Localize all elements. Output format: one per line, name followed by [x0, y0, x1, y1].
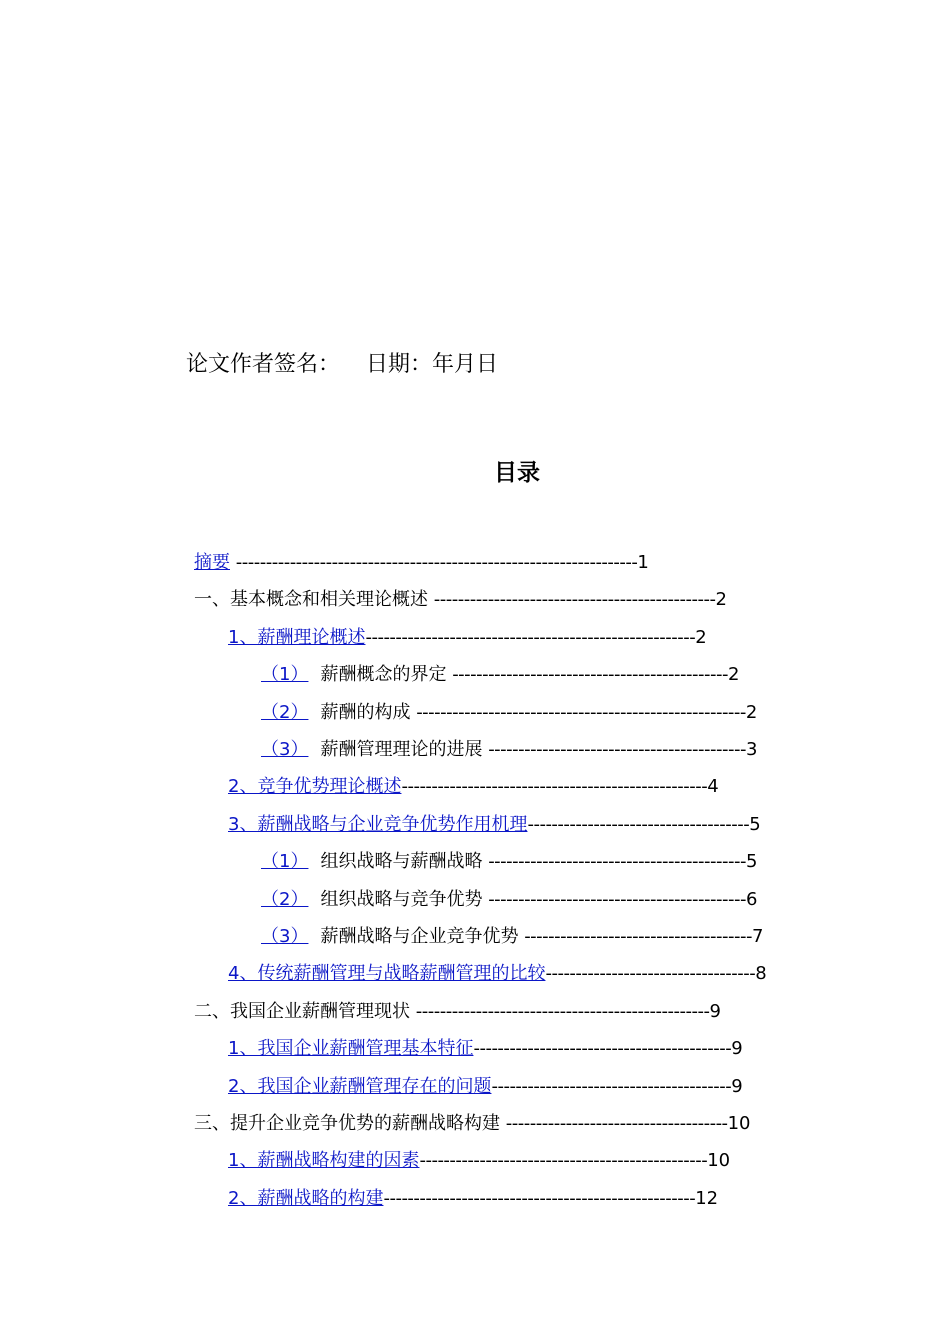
toc-entry-text: 二、我国企业薪酬管理现状 [194, 1001, 410, 1022]
toc-entry-link[interactable]: （2） [261, 889, 309, 910]
toc-entry[interactable] [228, 1187, 785, 1211]
toc-leader: ------------------------------------------- [473, 1038, 732, 1059]
toc-entry-link[interactable]: 2、我国企业薪酬管理存在的问题 [228, 1076, 492, 1097]
toc-page-number: 10 [727, 1113, 751, 1134]
toc-leader: ------------------------------------------- [488, 739, 746, 760]
toc-entry [194, 1112, 823, 1136]
toc-entry[interactable] [228, 962, 829, 986]
toc-leader: ------------------------------------------------------- [365, 627, 696, 648]
toc-page-number: 5 [745, 851, 758, 872]
toc-leader: ------------------------------------------- [488, 851, 746, 872]
toc-entry [194, 588, 796, 612]
toc-entry-link[interactable]: 1、我国企业薪酬管理基本特征 [228, 1038, 474, 1059]
toc-page-number: 9 [709, 1001, 721, 1022]
toc-entry[interactable] [194, 551, 722, 575]
toc-page-number: 2 [695, 627, 707, 648]
toc-page-number: 5 [749, 814, 761, 835]
toc-entry-link[interactable]: 1、薪酬战略构建的因素 [228, 1150, 420, 1171]
toc-entry-link[interactable]: 4、传统薪酬管理与战略薪酬管理的比较 [228, 963, 546, 984]
toc-entry-link[interactable]: 摘要 [194, 552, 230, 573]
toc-entry-link[interactable]: 1、薪酬理论概述 [228, 627, 366, 648]
toc-entry-link[interactable]: （2） [261, 702, 309, 723]
toc-leader: --------------------------------------------------- [401, 776, 708, 797]
toc-entry[interactable] [228, 1037, 807, 1061]
toc-leader: ----------------------------------------------- [433, 589, 716, 610]
toc-entry[interactable] [261, 663, 804, 687]
toc-leader: ---------------------------------------- [491, 1076, 732, 1097]
toc-leader: ------------------------------------- [505, 1113, 728, 1134]
toc-page-number: 9 [731, 1076, 743, 1097]
toc-page-number: 6 [745, 889, 758, 910]
toc-leader: ---------------------------------------------- [452, 664, 728, 685]
toc-entry-text: 组织战略与竞争优势 [320, 889, 483, 910]
toc-entry-link[interactable]: 2、薪酬战略的构建 [228, 1188, 384, 1209]
toc-page-number: 2 [727, 664, 740, 685]
toc-entry-link[interactable]: （1） [261, 664, 309, 685]
toc-page-number: 9 [731, 1038, 743, 1059]
toc-leader: -------------------------------------- [524, 926, 753, 947]
toc-entry [194, 1000, 790, 1024]
toc-leader: ------------------------------------------------- [415, 1001, 710, 1022]
toc-entry-text: 一、基本概念和相关理论概述 [194, 589, 428, 610]
toc-leader: ---------------------------------------------------- [383, 1188, 696, 1209]
toc-title: 目录 [494, 460, 540, 486]
toc-page-number: 12 [695, 1188, 719, 1209]
toc-leader: ------------------------------------------------ [419, 1150, 708, 1171]
toc-entry-link[interactable]: （3） [261, 926, 309, 947]
toc-leader: ------------------------------------------------------- [416, 702, 746, 723]
toc-entry[interactable] [228, 775, 785, 799]
toc-leader: ----------------------------------- [545, 963, 756, 984]
toc-leader: ------------------------------------- [527, 814, 750, 835]
toc-entry-text: 薪酬的构成 [320, 702, 411, 723]
toc-entry-link[interactable]: （1） [261, 851, 309, 872]
toc-entry[interactable] [228, 1075, 812, 1099]
toc-entry-link[interactable]: 2、竞争优势理论概述 [228, 776, 402, 797]
toc-entry-text: 薪酬战略与企业竞争优势 [320, 926, 519, 947]
toc-page-number: 4 [707, 776, 719, 797]
toc-entry-link[interactable]: （3） [261, 739, 309, 760]
toc-leader: ------------------------------------------------------------------- [235, 552, 638, 573]
toc-entry-text: 三、提升企业竞争优势的薪酬战略构建 [194, 1113, 500, 1134]
toc-leader: ------------------------------------------- [488, 889, 746, 910]
toc-entry[interactable] [261, 925, 826, 949]
toc-entry[interactable] [228, 1149, 796, 1173]
toc-page-number: 2 [715, 589, 727, 610]
toc-entry[interactable] [261, 850, 815, 874]
toc-entry[interactable] [261, 701, 793, 725]
toc-entry-text: 薪酬管理理论的进展 [320, 739, 483, 760]
toc-page-number: 7 [752, 926, 764, 947]
toc-page-number: 3 [745, 739, 758, 760]
toc-entry[interactable] [261, 738, 815, 762]
toc-page-number: 2 [745, 702, 758, 723]
date-label: 日期：年月日 [366, 352, 499, 377]
toc-entry-text: 组织战略与薪酬战略 [320, 851, 483, 872]
toc-entry[interactable] [228, 626, 774, 650]
toc-entry-link[interactable]: 3、薪酬战略与企业竞争优势作用机理 [228, 814, 528, 835]
toc-entry[interactable] [261, 888, 815, 912]
toc-page-number: 8 [755, 963, 767, 984]
toc-entry-text: 薪酬概念的界定 [320, 664, 447, 685]
signature-line [186, 347, 498, 378]
toc-page-number: 1 [637, 552, 649, 573]
author-signature-label: 论文作者签名： [186, 352, 341, 377]
toc-page-number: 10 [707, 1150, 731, 1171]
toc-entry[interactable] [228, 813, 823, 837]
